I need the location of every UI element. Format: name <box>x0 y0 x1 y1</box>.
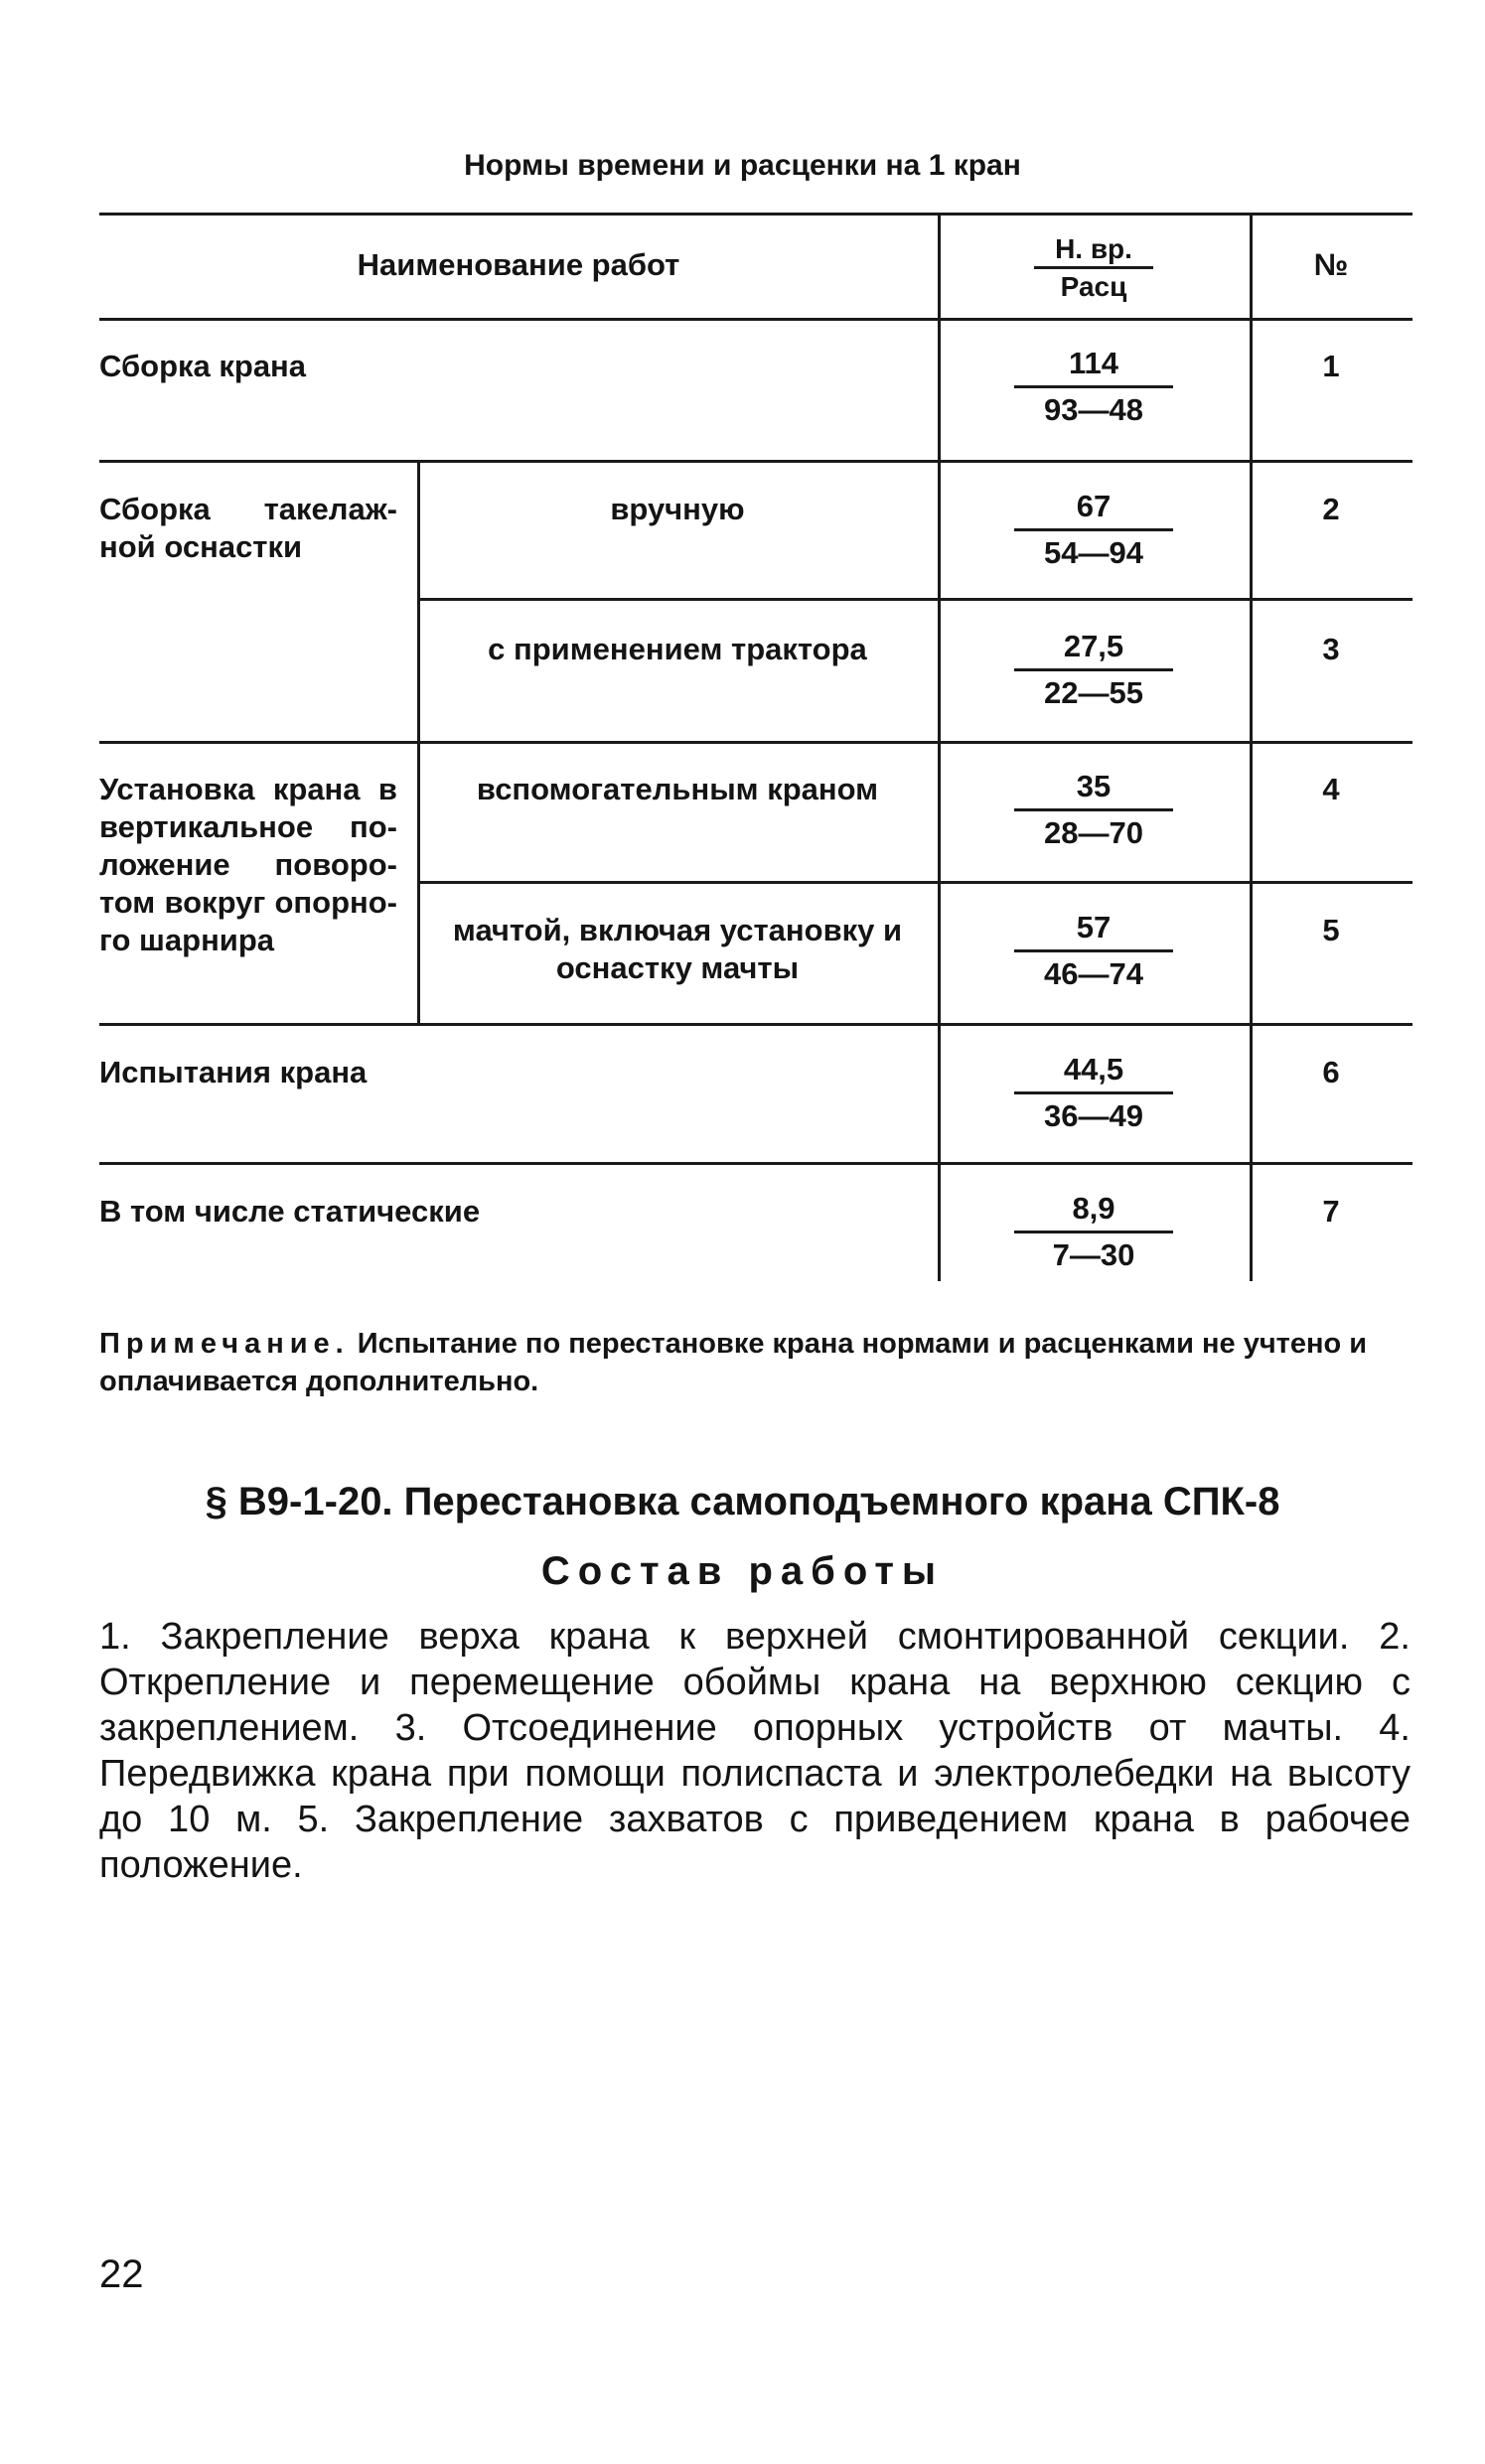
row-2-values <box>1014 487 1173 575</box>
row-6-norm: 44,5 <box>1014 1050 1173 1094</box>
row-2-norm: 67 <box>1014 487 1173 531</box>
row-assembly-name: Сборка крана <box>99 349 307 383</box>
table-rule <box>99 213 1412 216</box>
row-4-price: 28—70 <box>1044 815 1143 850</box>
row-7-number: 7 <box>1322 1194 1340 1229</box>
row-1-norm: 114 <box>1014 344 1173 388</box>
row-1-values <box>1014 344 1173 432</box>
row-install-name <box>99 771 397 959</box>
mast-line: оснастку мачты <box>555 950 800 985</box>
work-composition-text: 1. Закрепление верха крана к верхней смонтированной секции. 2. Открепление и перемещение обоймы крана на верхнюю секцию с закреплением. 3. Отсоединение опорных устройств от мачты. 4. Передвижка крана при помощи полиспаста и электролебедки на высоту до 10 м. 5. Закрепление захватов с приведением крана в рабочее положение. <box>99 1616 1411 1886</box>
row-3-values <box>1014 627 1173 715</box>
table-rule <box>99 1162 1412 1165</box>
row-static-name: В том числе статические <box>99 1194 481 1229</box>
header-name: Наименование работ <box>357 247 680 282</box>
header-norm: Н. вр. <box>1034 232 1153 269</box>
row-1-price: 93—48 <box>1044 392 1143 427</box>
row-2-number: 2 <box>1322 492 1340 526</box>
table-rule <box>99 741 1412 744</box>
install-line: том вокруг опорно- <box>99 885 397 920</box>
row-4-values <box>1014 767 1173 855</box>
table-rule <box>99 1023 1412 1026</box>
install-line: ложение поворо- <box>99 847 397 882</box>
row-1-number: 1 <box>1322 349 1340 383</box>
table-rule <box>417 881 1412 884</box>
mast-line: мачтой, включая установку и <box>452 913 903 947</box>
row-4-number: 4 <box>1322 772 1340 806</box>
table-column-rule <box>938 213 941 1281</box>
row-3-norm: 27,5 <box>1014 627 1173 671</box>
row-rigging-name <box>99 491 397 566</box>
note-text: Испытание по перестановке крана нормами и расценками не учтено и оплачивается дополнительно. <box>99 1328 1368 1397</box>
row-testing-name: Испытания крана <box>99 1055 368 1089</box>
table-caption: Нормы времени и расценки на 1 кран <box>464 149 1021 182</box>
section-title: § В9-1-20. Перестановка самоподъемного крана СПК-8 <box>205 1480 1280 1523</box>
row-2-method: вручную <box>610 492 745 526</box>
section-subtitle: Состав работы <box>540 1549 945 1593</box>
install-line: го шарнира <box>99 923 275 957</box>
row-4-norm: 35 <box>1014 767 1173 811</box>
row-7-values <box>1014 1189 1173 1277</box>
page-number: 22 <box>99 2252 144 2296</box>
row-4-method: вспомогательным краном <box>476 772 879 806</box>
row-6-values <box>1014 1050 1173 1138</box>
header-number: № <box>1313 247 1349 282</box>
row-7-norm: 8,9 <box>1014 1189 1173 1233</box>
row-6-number: 6 <box>1322 1055 1340 1089</box>
row-5-values <box>1014 908 1173 996</box>
row-7-price: 7—30 <box>1052 1237 1135 1272</box>
row-5-norm: 57 <box>1014 908 1173 952</box>
header-price: Расц <box>1060 271 1127 302</box>
row-3-price: 22—55 <box>1044 675 1143 710</box>
row-3-number: 3 <box>1322 632 1340 666</box>
header-norm-price <box>1034 232 1153 305</box>
row-6-price: 36—49 <box>1044 1098 1143 1133</box>
table-rule <box>99 318 1412 321</box>
row-5-method <box>417 912 938 987</box>
install-line: вертикальное по- <box>99 809 397 844</box>
row-2-price: 54—94 <box>1044 535 1143 570</box>
rigging-line: ной оснастки <box>99 529 303 564</box>
note-lead: Примечание. <box>99 1328 350 1360</box>
table-rule <box>99 460 1412 463</box>
table-note <box>99 1325 1411 1400</box>
row-5-price: 46—74 <box>1044 956 1143 991</box>
row-5-number: 5 <box>1322 913 1340 947</box>
row-3-method: с применением трактора <box>488 632 867 666</box>
table-rule <box>417 598 1412 601</box>
rigging-line: Сборка такелаж- <box>99 492 397 526</box>
install-line: Установка крана в <box>99 772 397 806</box>
